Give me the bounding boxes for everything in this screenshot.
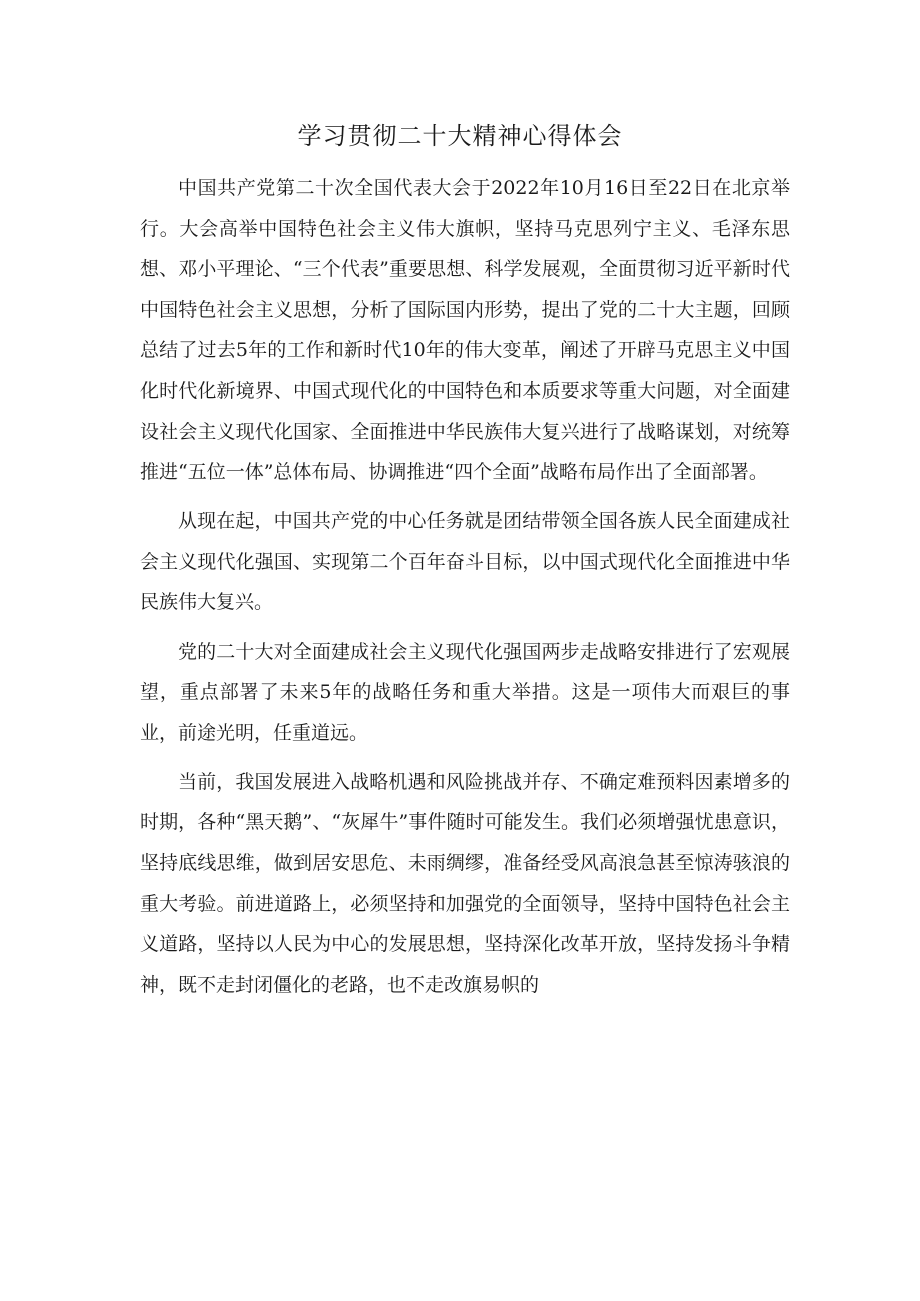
- paragraph: 党的二十大对全面建成社会主义现代化强国两步走战略安排进行了宏观展望，重点部署了未来5年的战略任务和重大举措。这是一项伟大而艰巨的事业，前途光明，任重道远。: [140, 640, 790, 744]
- document-title: 学习贯彻二十大精神心得体会: [297, 122, 623, 150]
- paragraph: 从现在起，中国共产党的中心任务就是团结带领全国各族人民全面建成社会主义现代化强国、实现第二个百年奋斗目标，以中国式现代化全面推进中华民族伟大复兴。: [140, 510, 790, 614]
- paragraph: 当前，我国发展进入战略机遇和风险挑战并存、不确定难预料因素增多的时期，各种“黑天鹅”、“灰犀牛”事件随时可能发生。我们必须增强忧患意识，坚持底线思维，做到居安思危、未雨绸缪，准备经受风高浪急甚至惊涛骇浪的重大考验。前进道路上，必须坚持和加强党的全面领导，坚持中国特色社会主义道路，坚持以人民为中心的发展思想，坚持深化改革开放，坚持发扬斗争精神，既不走封闭僵化的老路，也不走改旗易帜的: [140, 770, 790, 996]
- paragraph: 中国共产党第二十次全国代表大会于2022年10月16日至22日在北京举行。大会高举中国特色社会主义伟大旗帜，坚持马克思列宁主义、毛泽东思想、邓小平理论、“三个代表”重要思想、科学发展观，全面贯彻习近平新时代中国特色社会主义思想，分析了国际国内形势，提出了党的二十大主题，回顾总结了过去5年的工作和新时代10年的伟大变革，阐述了开辟马克思主义中国化时代化新境界、中国式现代化的中国特色和本质要求等重大问题，对全面建设社会主义现代化国家、全面推进中华民族伟大复兴进行了战略谋划，对统筹推进“五位一体”总体布局、协调推进“四个全面”战略布局作出了全面部署。: [140, 177, 790, 484]
- document-body: [140, 168, 790, 1005]
